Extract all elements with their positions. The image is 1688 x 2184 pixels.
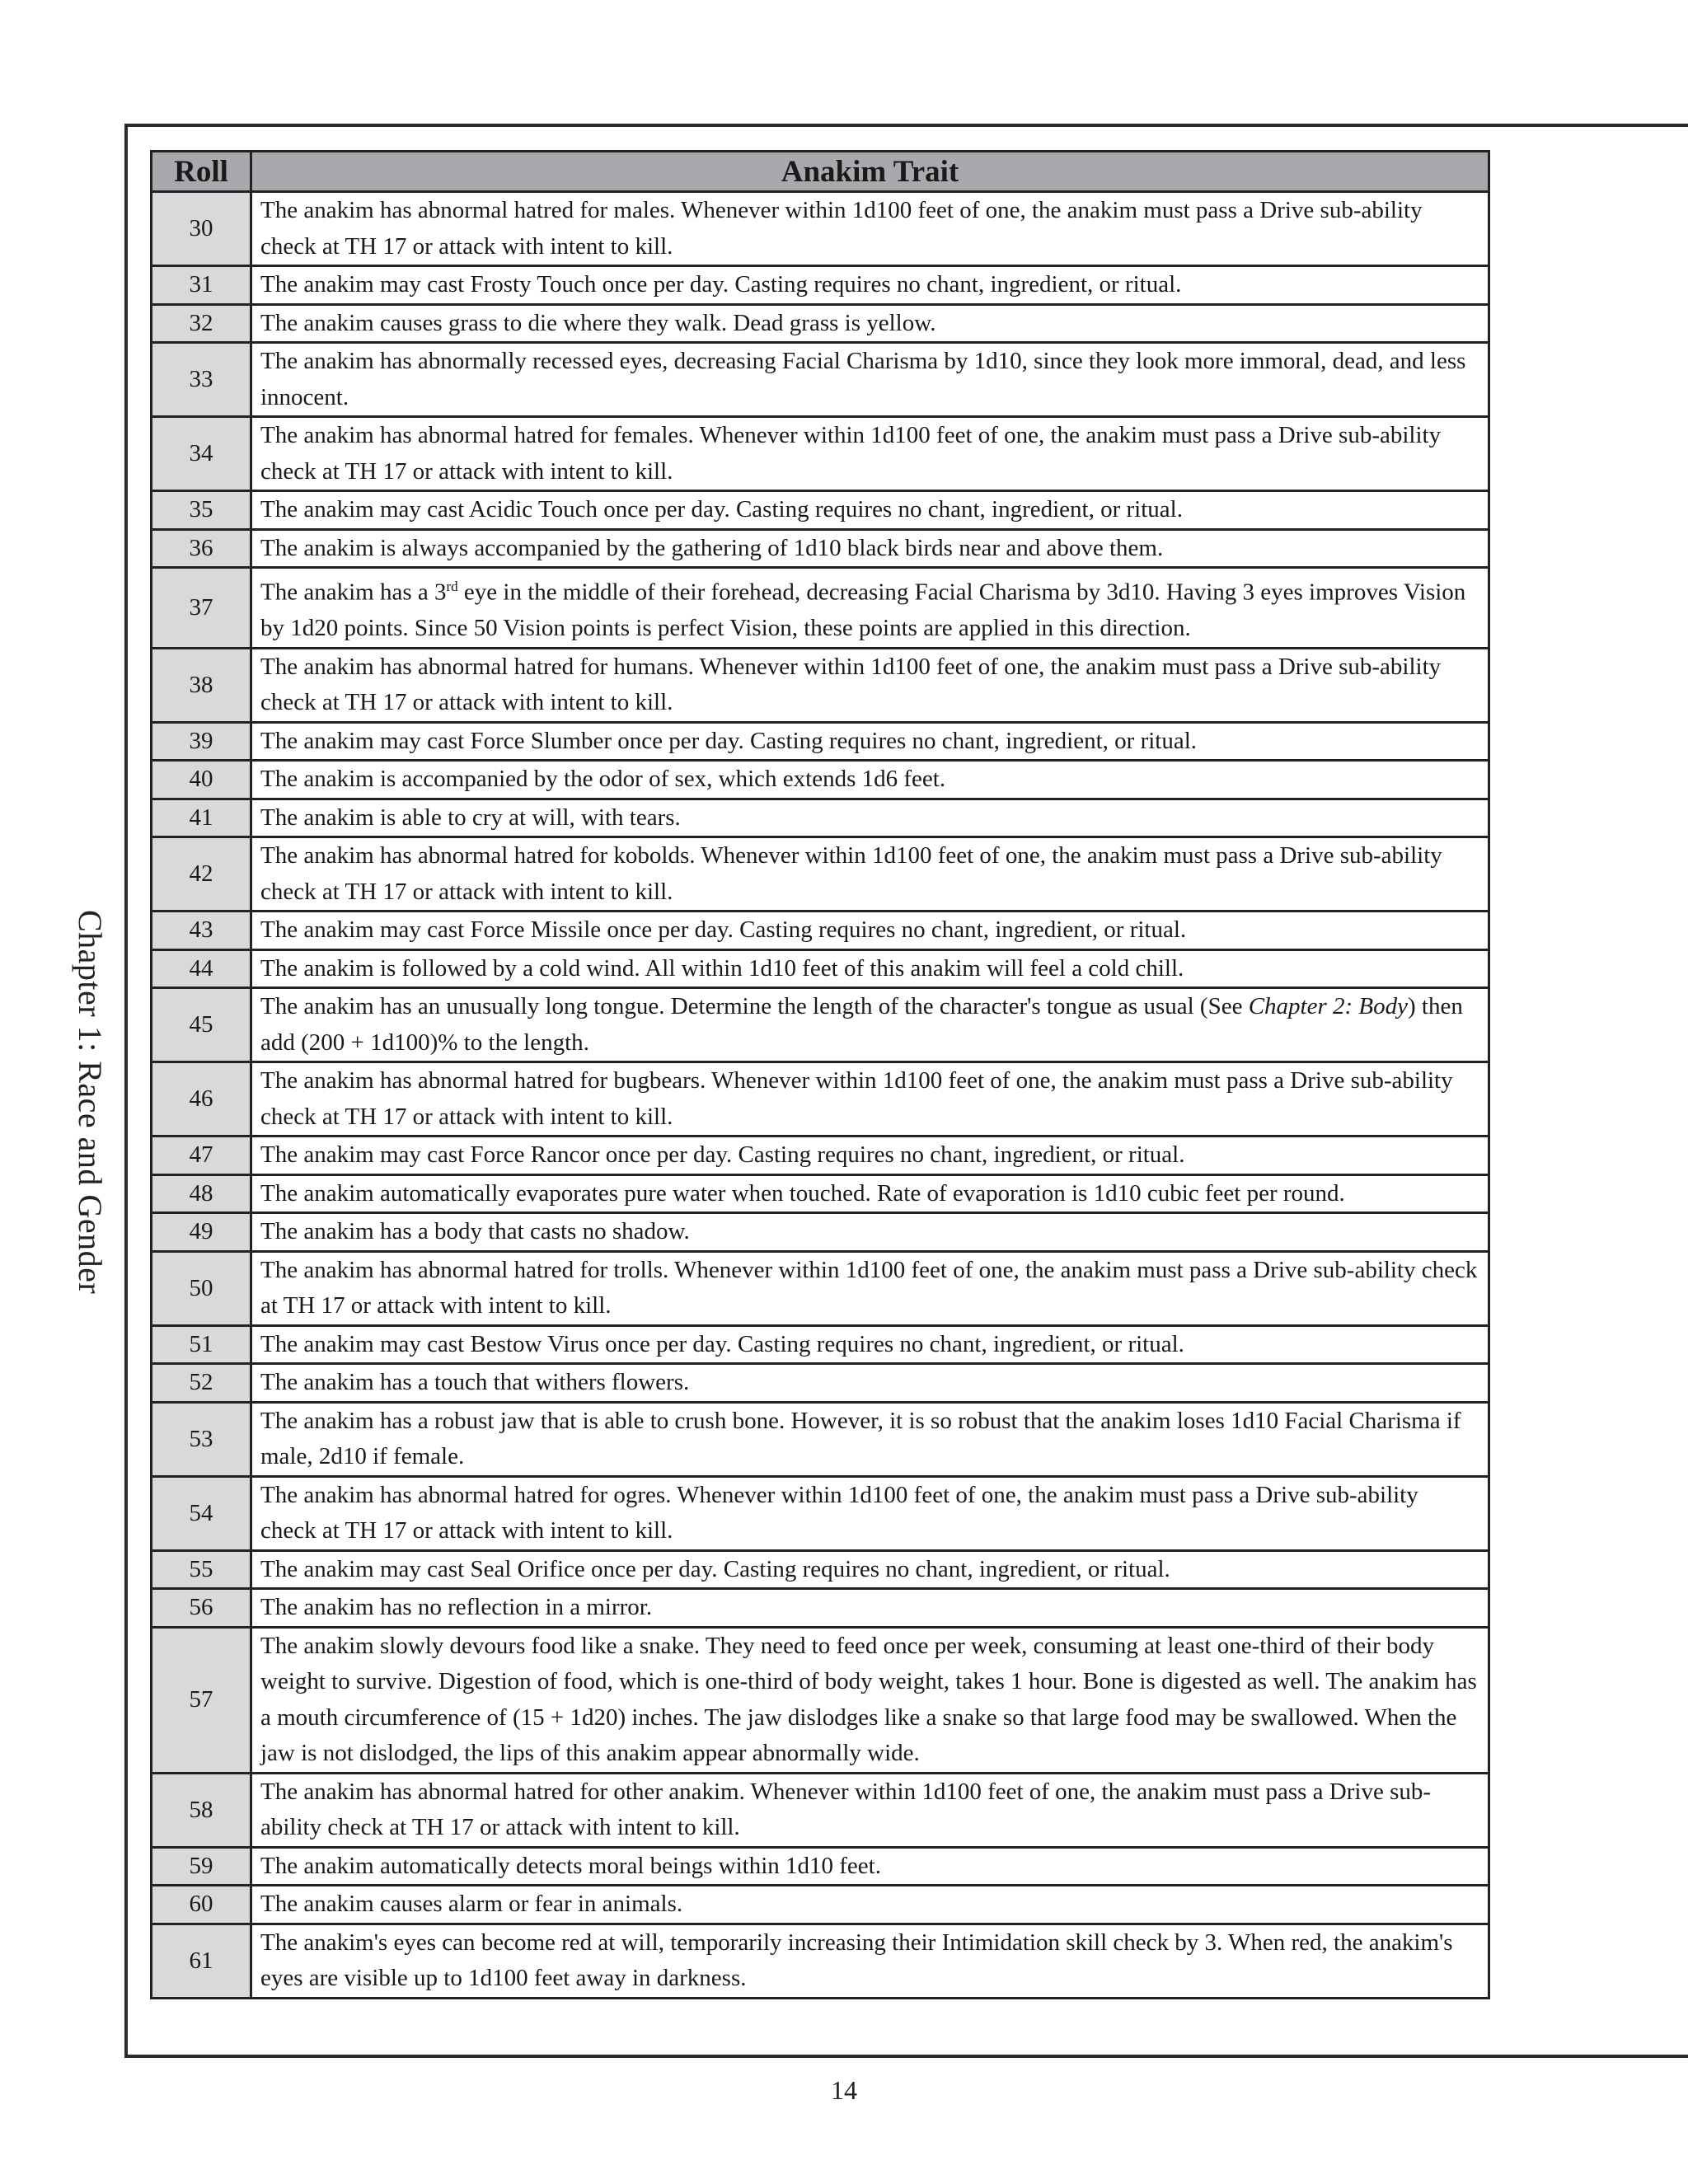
roll-cell: 36: [152, 529, 251, 568]
trait-cell: The anakim may cast Frosty Touch once per day. Casting requires no chant, ingredient, or ritual.: [251, 266, 1489, 305]
trait-cell: The anakim is always accompanied by the gathering of 1d10 black birds near and above them.: [251, 529, 1489, 568]
table-row: [152, 1137, 1489, 1175]
roll-cell: 30: [152, 192, 251, 266]
roll-cell: 55: [152, 1550, 251, 1589]
trait-cell: The anakim causes alarm or fear in animals.: [251, 1886, 1489, 1924]
trait-text: The anakim has a 3: [260, 579, 447, 606]
trait-cell: The anakim has abnormal hatred for ogres. Whenever within 1d100 feet of one, the anakim must pass a Drive sub-ability check at TH 17 or attack with intent to kill.: [251, 1476, 1489, 1550]
table-row: [152, 491, 1489, 530]
trait-cell: The anakim has abnormal hatred for kobolds. Whenever within 1d100 feet of one, the anakim must pass a Drive sub-ability check at TH 17 or attack with intent to kill.: [251, 837, 1489, 912]
table-row: [152, 1550, 1489, 1589]
roll-cell: 34: [152, 417, 251, 491]
roll-cell: 37: [152, 568, 251, 649]
trait-cell: The anakim has a robust jaw that is able to crush bone. However, it is so robust that the anakim loses 1d10 Facial Charisma if male, 2d10 if female.: [251, 1402, 1489, 1476]
roll-cell: 46: [152, 1062, 251, 1137]
chapter-side-title: Chapter 1: Race and Gender: [72, 910, 109, 1295]
roll-cell: 40: [152, 761, 251, 799]
trait-cell: [251, 568, 1489, 649]
trait-cell: The anakim is able to cry at will, with tears.: [251, 799, 1489, 837]
trait-cell: The anakim has abnormal hatred for humans. Whenever within 1d100 feet of one, the anakim must pass a Drive sub-ability check at TH 17 or attack with intent to kill.: [251, 648, 1489, 722]
table-header-row: [152, 152, 1489, 192]
roll-cell: 45: [152, 988, 251, 1062]
trait-cell: The anakim slowly devours food like a snake. They need to feed once per week, consuming at least one-third of their body weight to survive. Digestion of food, which is one-third of body weight, takes 1 hour. Bone is digested as well. The anakim has a mouth circumference of (15 + 1d20) inches. The jaw dislodges like a snake so that large food may be swallowed. When the jaw is not dislodged, the lips of this anakim appear abnormally wide.: [251, 1627, 1489, 1773]
page-number: 14: [831, 2075, 857, 2105]
roll-cell: 58: [152, 1773, 251, 1847]
table-row: [152, 529, 1489, 568]
table-row: [152, 1627, 1489, 1773]
table-row: [152, 1325, 1489, 1364]
table-row: [152, 722, 1489, 761]
roll-cell: 54: [152, 1476, 251, 1550]
roll-cell: 61: [152, 1924, 251, 1998]
table-row: [152, 1589, 1489, 1628]
roll-cell: 52: [152, 1364, 251, 1403]
table-row: [152, 799, 1489, 837]
table-row: [152, 949, 1489, 988]
roll-cell: 56: [152, 1589, 251, 1628]
table-row: [152, 568, 1489, 649]
table-row: [152, 1847, 1489, 1886]
trait-cell: The anakim has a touch that withers flowers.: [251, 1364, 1489, 1403]
trait-cell: [251, 988, 1489, 1062]
roll-cell: 51: [152, 1325, 251, 1364]
frame-bottom-border: [124, 2055, 1688, 2058]
book-reference: Chapter 2: Body: [1248, 993, 1408, 1020]
trait-cell: The anakim may cast Bestow Virus once per day. Casting requires no chant, ingredient, or ritual.: [251, 1325, 1489, 1364]
frame-left-border: [124, 124, 128, 2057]
table-row: [152, 1213, 1489, 1252]
table-row: [152, 1924, 1489, 1998]
roll-cell: 57: [152, 1627, 251, 1773]
table-row: [152, 1062, 1489, 1137]
roll-cell: 60: [152, 1886, 251, 1924]
frame-top-border: [124, 124, 1688, 127]
trait-cell: The anakim has a body that casts no shadow.: [251, 1213, 1489, 1252]
roll-cell: 47: [152, 1137, 251, 1175]
trait-cell: The anakim may cast Acidic Touch once per day. Casting requires no chant, ingredient, or ritual.: [251, 491, 1489, 530]
table-row: [152, 1886, 1489, 1924]
trait-text: The anakim has an unusually long tongue. Determine the length of the character's tongue as usual (See: [260, 993, 1249, 1020]
table-row: [152, 761, 1489, 799]
trait-cell: The anakim has abnormal hatred for trolls. Whenever within 1d100 feet of one, the anakim must pass a Drive sub-ability check at TH 17 or attack with intent to kill.: [251, 1251, 1489, 1325]
trait-cell: The anakim has abnormal hatred for females. Whenever within 1d100 feet of one, the anakim must pass a Drive sub-ability check at TH 17 or attack with intent to kill.: [251, 417, 1489, 491]
roll-cell: 32: [152, 304, 251, 343]
roll-cell: 44: [152, 949, 251, 988]
roll-cell: 38: [152, 648, 251, 722]
trait-cell: The anakim's eyes can become red at will, temporarily increasing their Intimidation skill check by 3. When red, the anakim's eyes are visible up to 1d100 feet away in darkness.: [251, 1924, 1489, 1998]
table-row: [152, 1476, 1489, 1550]
trait-cell: The anakim has abnormal hatred for other anakim. Whenever within 1d100 feet of one, the anakim must pass a Drive sub-ability check at TH 17 or attack with intent to kill.: [251, 1773, 1489, 1847]
table-row: [152, 1364, 1489, 1403]
roll-cell: 41: [152, 799, 251, 837]
trait-cell: The anakim has abnormally recessed eyes, decreasing Facial Charisma by 1d10, since they look more immoral, dead, and less innocent.: [251, 343, 1489, 417]
roll-cell: 31: [152, 266, 251, 305]
roll-cell: 35: [152, 491, 251, 530]
trait-cell: The anakim may cast Force Rancor once per day. Casting requires no chant, ingredient, or ritual.: [251, 1137, 1489, 1175]
trait-cell: The anakim automatically evaporates pure water when touched. Rate of evaporation is 1d10 cubic feet per round.: [251, 1174, 1489, 1213]
trait-cell: The anakim may cast Force Missile once per day. Casting requires no chant, ingredient, or ritual.: [251, 912, 1489, 950]
table-row: [152, 417, 1489, 491]
ordinal-suffix: rd: [446, 579, 458, 594]
roll-cell: 33: [152, 343, 251, 417]
trait-column-header: Anakim Trait: [251, 152, 1489, 192]
roll-cell: 59: [152, 1847, 251, 1886]
roll-cell: 48: [152, 1174, 251, 1213]
roll-cell: 49: [152, 1213, 251, 1252]
table-row: [152, 266, 1489, 305]
table-row: [152, 912, 1489, 950]
trait-cell: The anakim has abnormal hatred for males. Whenever within 1d100 feet of one, the anakim must pass a Drive sub-ability check at TH 17 or attack with intent to kill.: [251, 192, 1489, 266]
roll-cell: 53: [152, 1402, 251, 1476]
roll-cell: 50: [152, 1251, 251, 1325]
table-row: [152, 304, 1489, 343]
table-row: [152, 837, 1489, 912]
trait-cell: The anakim causes grass to die where they walk. Dead grass is yellow.: [251, 304, 1489, 343]
trait-cell: The anakim has no reflection in a mirror.: [251, 1589, 1489, 1628]
trait-cell: The anakim is followed by a cold wind. All within 1d10 feet of this anakim will feel a cold chill.: [251, 949, 1489, 988]
table-row: [152, 1773, 1489, 1847]
table-row: [152, 343, 1489, 417]
table-row: [152, 1174, 1489, 1213]
roll-cell: 42: [152, 837, 251, 912]
table-row: [152, 648, 1489, 722]
table-row: [152, 192, 1489, 266]
table-row: [152, 1402, 1489, 1476]
anakim-trait-table: [150, 150, 1490, 1999]
table-row: [152, 1251, 1489, 1325]
trait-cell: The anakim automatically detects moral beings within 1d10 feet.: [251, 1847, 1489, 1886]
trait-cell: The anakim may cast Seal Orifice once per day. Casting requires no chant, ingredient, or ritual.: [251, 1550, 1489, 1589]
trait-text: ) then add (200 + 1d100)% to the length.: [260, 993, 1463, 1056]
trait-cell: The anakim may cast Force Slumber once per day. Casting requires no chant, ingredient, or ritual.: [251, 722, 1489, 761]
trait-text: eye in the middle of their forehead, decreasing Facial Charisma by 3d10. Having 3 eyes improves Vision by 1d20 points. Since 50 Vision points is perfect Vision, these points are applied in this direction.: [260, 579, 1466, 642]
trait-cell: The anakim is accompanied by the odor of sex, which extends 1d6 feet.: [251, 761, 1489, 799]
table-row: [152, 988, 1489, 1062]
roll-column-header: Roll: [152, 152, 251, 192]
roll-cell: 43: [152, 912, 251, 950]
roll-cell: 39: [152, 722, 251, 761]
trait-cell: The anakim has abnormal hatred for bugbears. Whenever within 1d100 feet of one, the anakim must pass a Drive sub-ability check at TH 17 or attack with intent to kill.: [251, 1062, 1489, 1137]
